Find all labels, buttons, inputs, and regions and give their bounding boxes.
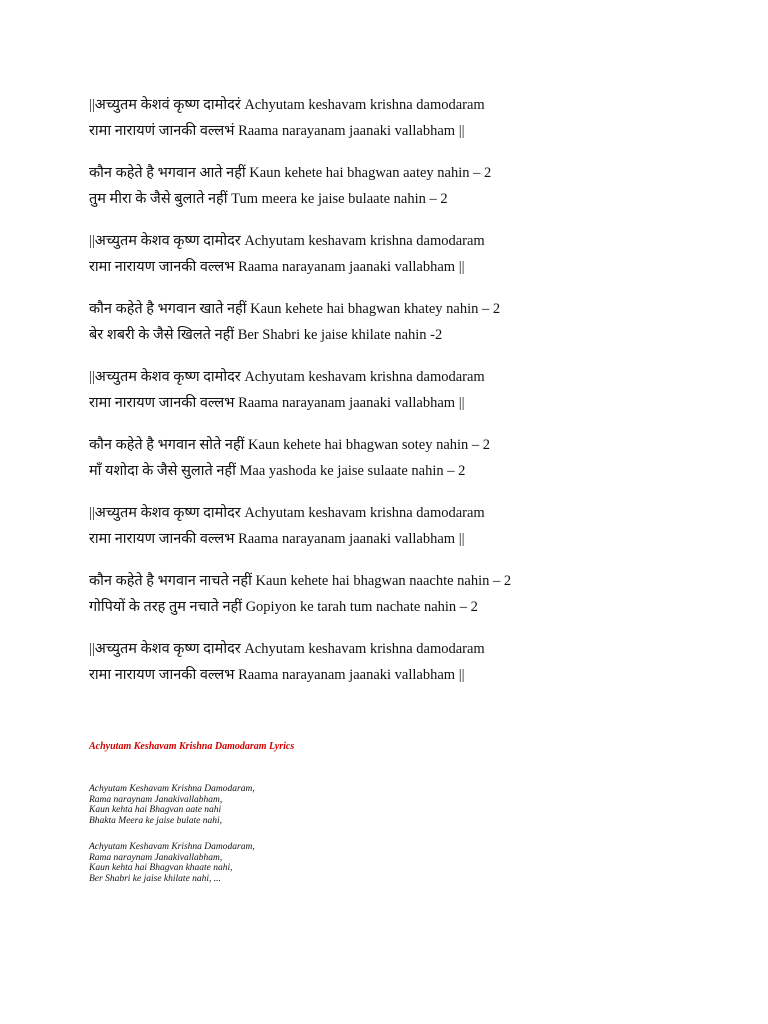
stanza-line: रामा नारायण जानकी वल्लभ Raama narayanam jaanaki vallabham || [89, 259, 465, 275]
lyrics-line: Kaun kehta hai Bhagvan khaate nahi, [89, 863, 233, 873]
lyrics-heading: Achyutam Keshavam Krishna Damodaram Lyrics [89, 741, 295, 752]
lyrics-line: Ber Shabri ke jaise khilate nahi, ... [89, 873, 221, 884]
stanza-line: कौन कहेते है भगवान नाचते नहीं Kaun kehete hai bhagwan naachte nahin – 2 [89, 573, 512, 589]
stanza-9 [89, 636, 729, 688]
stanza-line: ||अच्युतम केशवं कृष्ण दामोदरं Achyutam keshavam krishna damodaram [89, 97, 485, 113]
stanza-4 [89, 296, 729, 348]
lyrics-line: Rama naraynam Janakivallabham, [89, 852, 223, 863]
stanza-1 [89, 92, 729, 144]
stanza-line: रामा नारायणं जानकी वल्लभं Raama narayanam jaanaki vallabham || [89, 123, 465, 139]
lyrics-line: Kaun kehta hai Bhagvan aate nahi [89, 805, 222, 815]
stanza-line: तुम मीरा के जैसे बुलाते नहीं Tum meera ke jaise bulaate nahin – 2 [89, 191, 448, 207]
stanza-line: ||अच्युतम केशव कृष्ण दामोदर Achyutam keshavam krishna damodaram [89, 641, 485, 657]
stanza-7 [89, 500, 729, 552]
lyrics-line: Bhakta Meera ke jaise bulate nahi, [89, 815, 222, 826]
lyrics-line: Achyutam Keshavam Krishna Damodaram, [89, 842, 255, 852]
stanza-line: रामा नारायण जानकी वल्लभ Raama narayanam jaanaki vallabham || [89, 667, 465, 683]
lyrics-block-2 [89, 842, 489, 884]
stanza-line: कौन कहेते है भगवान आते नहीं Kaun kehete hai bhagwan aatey nahin – 2 [89, 165, 492, 181]
lyrics-block-1 [89, 784, 489, 826]
stanza-line: रामा नारायण जानकी वल्लभ Raama narayanam jaanaki vallabham || [89, 395, 465, 411]
stanza-line: बेर शबरी के जैसे खिलते नहीं Ber Shabri ke jaise khilate nahin -2 [89, 327, 443, 343]
stanza-line: माँ यशोदा के जैसे सुलाते नहीं Maa yashoda ke jaise sulaate nahin – 2 [89, 463, 466, 479]
stanza-6 [89, 432, 729, 484]
stanza-line: ||अच्युतम केशव कृष्ण दामोदर Achyutam keshavam krishna damodaram [89, 505, 485, 521]
stanza-3 [89, 228, 729, 280]
stanza-8 [89, 568, 729, 620]
stanza-5 [89, 364, 729, 416]
stanza-line: ||अच्युतम केशव कृष्ण दामोदर Achyutam keshavam krishna damodaram [89, 369, 485, 385]
stanza-2 [89, 160, 729, 212]
stanza-line: रामा नारायण जानकी वल्लभ Raama narayanam jaanaki vallabham || [89, 531, 465, 547]
stanza-line: कौन कहेते है भगवान सोते नहीं Kaun kehete hai bhagwan sotey nahin – 2 [89, 437, 491, 453]
stanza-line: ||अच्युतम केशव कृष्ण दामोदर Achyutam keshavam krishna damodaram [89, 233, 485, 249]
lyrics-line: Achyutam Keshavam Krishna Damodaram, [89, 784, 255, 794]
stanza-line: कौन कहेते है भगवान खाते नहीं Kaun kehete hai bhagwan khatey nahin – 2 [89, 301, 501, 317]
stanza-line: गोपियों के तरह तुम नचाते नहीं Gopiyon ke tarah tum nachate nahin – 2 [89, 599, 478, 615]
lyrics-line: Rama naraynam Janakivallabham, [89, 794, 223, 805]
